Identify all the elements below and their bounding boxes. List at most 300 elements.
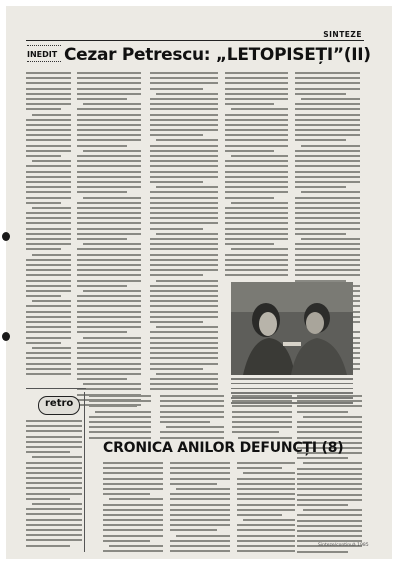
text-line: [295, 243, 360, 245]
text-line: [297, 431, 362, 433]
text-column-3: [150, 72, 218, 394]
text-line: [156, 326, 218, 328]
photo-image: [231, 282, 353, 375]
text-line: [150, 295, 218, 297]
text-line: [77, 274, 141, 276]
text-line: [32, 207, 71, 209]
text-column-bottom-2: [103, 462, 163, 555]
text-line: [297, 494, 362, 496]
text-line: [225, 274, 288, 276]
text-line: [160, 395, 224, 397]
text-line: [295, 160, 360, 162]
text-line: [89, 431, 151, 433]
text-line: [295, 103, 360, 105]
text-column-lower-3: [160, 395, 224, 442]
text-line: [170, 545, 230, 547]
text-line: [77, 171, 141, 173]
text-line: [150, 300, 218, 302]
text-line: [103, 550, 163, 552]
text-line: [77, 160, 141, 162]
text-line: [32, 456, 82, 458]
text-line: [295, 155, 360, 157]
text-line: [297, 483, 362, 485]
text-line: [77, 316, 141, 318]
text-line: [225, 243, 274, 245]
text-line: [297, 499, 362, 501]
text-line: [77, 378, 127, 380]
text-line: [295, 264, 360, 266]
text-line: [295, 88, 360, 90]
text-line: [243, 472, 295, 474]
text-line: [77, 373, 141, 375]
text-line: [295, 72, 360, 74]
text-line: [150, 321, 203, 323]
text-line: [89, 421, 151, 423]
text-line: [232, 416, 292, 418]
text-line: [26, 498, 70, 500]
text-line: [225, 217, 288, 219]
text-line: [26, 228, 71, 230]
text-line: [237, 545, 295, 547]
text-line: [150, 82, 218, 84]
text-line: [77, 259, 141, 261]
text-line: [301, 145, 360, 147]
text-line: [26, 316, 71, 318]
text-line: [77, 388, 141, 390]
text-line: [103, 483, 163, 485]
text-line: [77, 93, 141, 95]
text-line: [150, 290, 218, 292]
text-line: [103, 504, 163, 506]
text-line: [150, 134, 203, 136]
text-line: [89, 426, 151, 428]
text-line: [225, 197, 274, 199]
text-line: [77, 129, 141, 131]
text-line: [77, 222, 141, 224]
text-line: [232, 421, 292, 423]
text-line: [225, 238, 288, 240]
text-line: [26, 529, 82, 531]
text-line: [225, 222, 288, 224]
text-line: [150, 342, 218, 344]
text-line: [231, 388, 353, 390]
text-line: [26, 487, 82, 489]
text-line: [156, 93, 218, 95]
text-line: [26, 290, 71, 292]
text-line: [26, 181, 71, 183]
section-label: SINTEZE: [323, 30, 362, 39]
text-line: [160, 416, 224, 418]
text-line: [77, 202, 141, 204]
text-line: [297, 468, 362, 470]
text-line: [295, 228, 360, 230]
text-line: [231, 202, 288, 204]
text-line: [295, 274, 360, 276]
text-line: [26, 72, 71, 74]
text-line: [150, 331, 218, 333]
text-line: [150, 197, 218, 199]
text-line: [150, 124, 218, 126]
text-line: [89, 405, 137, 407]
text-line: [26, 285, 71, 287]
text-line: [225, 259, 288, 261]
text-column-lower-4: [232, 395, 292, 442]
text-line: [83, 197, 141, 199]
text-line: [225, 103, 274, 105]
text-line: [26, 150, 71, 152]
text-line: [26, 373, 71, 375]
text-line: [77, 176, 141, 178]
text-line: [225, 129, 288, 131]
text-line: [237, 462, 295, 464]
text-line: [26, 513, 82, 515]
footer-code: Sinteze/continuă 1985: [318, 543, 369, 548]
text-line: [237, 504, 295, 506]
text-line: [156, 280, 218, 282]
text-line: [150, 202, 218, 204]
text-line: [26, 212, 71, 214]
text-line: [26, 217, 71, 219]
text-line: [77, 326, 141, 328]
text-line: [225, 72, 288, 74]
text-line: [26, 295, 61, 297]
text-line: [295, 139, 346, 141]
retro-label: retro: [45, 398, 74, 409]
text-line: [26, 274, 71, 276]
text-line: [77, 212, 141, 214]
text-line: [231, 155, 288, 157]
text-column-4: [225, 72, 288, 280]
punch-hole: [2, 232, 10, 241]
text-line: [237, 540, 295, 542]
text-line: [225, 160, 288, 162]
text-line: [150, 155, 218, 157]
text-line: [26, 191, 71, 193]
text-line: [170, 514, 230, 516]
text-line: [26, 269, 71, 271]
text-line: [95, 411, 151, 413]
text-line: [26, 305, 71, 307]
text-line: [77, 77, 141, 79]
text-line: [109, 545, 163, 547]
text-line: [150, 181, 203, 183]
text-line: [297, 437, 362, 439]
text-line: [26, 441, 82, 443]
text-line: [170, 504, 230, 506]
text-line: [166, 426, 224, 428]
text-line: [150, 352, 218, 354]
text-line: [77, 119, 141, 121]
text-line: [225, 139, 288, 141]
text-line: [160, 411, 224, 413]
text-line: [77, 347, 141, 349]
text-line: [297, 520, 362, 522]
column-rule: [84, 392, 85, 552]
text-line: [77, 124, 141, 126]
text-line: [225, 77, 288, 79]
text-line: [26, 280, 71, 282]
text-line: [150, 77, 218, 79]
text-line: [295, 114, 360, 116]
text-line: [26, 363, 71, 365]
text-line: [297, 504, 348, 506]
text-line: [26, 165, 71, 167]
text-line: [150, 129, 218, 131]
text-line: [295, 197, 360, 199]
text-line: [297, 525, 362, 527]
text-line: [150, 103, 218, 105]
text-line: [225, 181, 288, 183]
text-line: [103, 519, 163, 521]
text-line: [170, 540, 230, 542]
text-line: [150, 368, 203, 370]
text-line: [150, 347, 218, 349]
text-line: [26, 139, 71, 141]
text-line: [170, 519, 230, 521]
text-line: [77, 98, 127, 100]
text-line: [77, 82, 141, 84]
text-line: [295, 129, 360, 131]
news-photo: [231, 282, 353, 375]
text-line: [26, 493, 82, 495]
text-line: [26, 539, 82, 541]
text-line: [77, 295, 141, 297]
text-line: [150, 108, 218, 110]
text-line: [237, 493, 295, 495]
text-line: [150, 285, 218, 287]
text-line: [26, 342, 61, 344]
text-line: [150, 388, 218, 390]
text-line: [150, 114, 218, 116]
text-line: [26, 134, 71, 136]
text-line: [103, 488, 163, 490]
text-line: [26, 186, 71, 188]
text-line: [32, 254, 71, 256]
text-line: [160, 405, 224, 407]
text-line: [170, 462, 230, 464]
text-line: [297, 488, 362, 490]
header-rule: [26, 40, 364, 41]
text-line: [225, 228, 288, 230]
text-line: [77, 264, 141, 266]
punch-hole: [2, 332, 10, 341]
text-line: [89, 400, 151, 402]
text-line: [231, 108, 288, 110]
text-line: [295, 233, 346, 235]
text-column-bottom-3: [170, 462, 230, 555]
text-line: [225, 165, 288, 167]
article2-headline: CRONICA ANILOR DEFUNCȚI (8): [103, 440, 344, 456]
text-line: [297, 535, 362, 537]
text-line: [150, 305, 218, 307]
text-line: [103, 462, 163, 464]
text-line: [77, 363, 141, 365]
text-line: [103, 529, 163, 531]
text-line: [295, 269, 360, 271]
text-column-retro-1: [26, 420, 82, 550]
text-line: [77, 134, 141, 136]
text-line: [303, 462, 362, 464]
text-line: [26, 368, 71, 370]
text-line: [150, 269, 218, 271]
text-line: [231, 392, 353, 394]
text-line: [170, 493, 230, 495]
text-line: [237, 498, 295, 500]
text-line: [297, 473, 362, 475]
text-line: [83, 103, 141, 105]
text-line: [225, 119, 288, 121]
text-column-1: [26, 72, 71, 378]
text-line: [150, 248, 218, 250]
text-line: [225, 98, 288, 100]
text-line: [301, 191, 360, 193]
text-line: [77, 207, 141, 209]
text-line: [295, 186, 346, 188]
text-line: [150, 98, 218, 100]
text-line: [77, 248, 141, 250]
text-line: [232, 411, 292, 413]
text-line: [150, 191, 218, 193]
text-line: [170, 498, 230, 500]
text-line: [160, 437, 224, 439]
article-headline: Cezar Petrescu: „LETOPISEȚI”(II): [64, 45, 371, 65]
text-line: [225, 176, 288, 178]
text-line: [297, 395, 362, 397]
text-line: [237, 467, 282, 469]
text-line: [225, 207, 288, 209]
text-line: [150, 238, 218, 240]
text-line: [32, 347, 71, 349]
text-line: [26, 425, 82, 427]
text-line: [26, 98, 71, 100]
text-line: [109, 498, 163, 500]
text-line: [150, 212, 218, 214]
text-line: [160, 421, 210, 423]
text-line: [83, 290, 141, 292]
text-line: [32, 114, 71, 116]
text-line: [225, 114, 288, 116]
text-line: [77, 331, 127, 333]
text-column-bottom-4: [237, 462, 295, 555]
text-line: [225, 124, 288, 126]
text-line: [77, 300, 141, 302]
text-line: [225, 264, 288, 266]
kicker-rule-bottom: [27, 61, 61, 64]
text-line: [26, 352, 71, 354]
text-line: [26, 451, 70, 453]
text-line: [150, 119, 218, 121]
text-line: [26, 82, 71, 84]
text-line: [26, 321, 71, 323]
text-line: [89, 395, 151, 397]
text-line: [170, 467, 230, 469]
text-line: [26, 93, 71, 95]
text-line: [26, 202, 61, 204]
text-line: [26, 508, 82, 510]
text-line: [170, 509, 230, 511]
text-line: [156, 233, 218, 235]
text-line: [26, 259, 71, 261]
text-line: [26, 519, 82, 521]
text-line: [103, 524, 163, 526]
text-line: [297, 478, 362, 480]
text-line: [150, 311, 218, 313]
text-line: [26, 534, 82, 536]
text-line: [77, 114, 141, 116]
text-line: [297, 457, 348, 459]
text-line: [225, 254, 288, 256]
text-line: [237, 488, 295, 490]
text-line: [77, 165, 141, 167]
text-line: [77, 285, 127, 287]
text-line: [225, 145, 288, 147]
text-line: [26, 467, 82, 469]
text-line: [26, 77, 71, 79]
text-line: [26, 88, 71, 90]
text-line: [237, 478, 295, 480]
text-line: [77, 321, 141, 323]
text-line: [150, 228, 203, 230]
text-line: [232, 431, 279, 433]
text-line: [150, 363, 218, 365]
text-line: [77, 108, 141, 110]
text-line: [225, 82, 288, 84]
text-line: [297, 411, 348, 413]
text-line: [26, 357, 71, 359]
text-line: [103, 478, 163, 480]
kicker-rule-top: [27, 45, 61, 48]
text-line: [26, 337, 71, 339]
text-line: [77, 145, 127, 147]
text-line: [225, 191, 288, 193]
text-line: [150, 222, 218, 224]
text-line: [295, 108, 360, 110]
text-line: [150, 274, 203, 276]
text-line: [77, 217, 141, 219]
text-line: [77, 181, 141, 183]
text-line: [156, 186, 218, 188]
text-line: [238, 437, 292, 439]
text-line: [237, 509, 295, 511]
kicker-label: INEDIT: [27, 50, 58, 59]
text-line: [150, 145, 218, 147]
text-line: [150, 72, 218, 74]
text-column-retro-2: [89, 395, 151, 442]
text-line: [225, 88, 288, 90]
text-line: [150, 150, 218, 152]
text-column-lower-5: [297, 395, 362, 556]
text-line: [297, 421, 362, 423]
text-line: [26, 477, 82, 479]
text-line: [295, 134, 360, 136]
text-line: [295, 77, 360, 79]
text-line: [237, 529, 295, 531]
text-line: [295, 124, 360, 126]
text-line: [295, 165, 360, 167]
text-line: [170, 472, 230, 474]
text-line: [231, 378, 353, 380]
text-line: [26, 545, 70, 547]
text-line: [225, 269, 288, 271]
text-line: [150, 264, 218, 266]
text-line: [26, 326, 71, 328]
text-line: [295, 150, 360, 152]
text-line: [26, 462, 82, 464]
text-line: [26, 482, 82, 484]
text-line: [150, 383, 218, 385]
text-line: [295, 82, 360, 84]
text-line: [150, 259, 218, 261]
